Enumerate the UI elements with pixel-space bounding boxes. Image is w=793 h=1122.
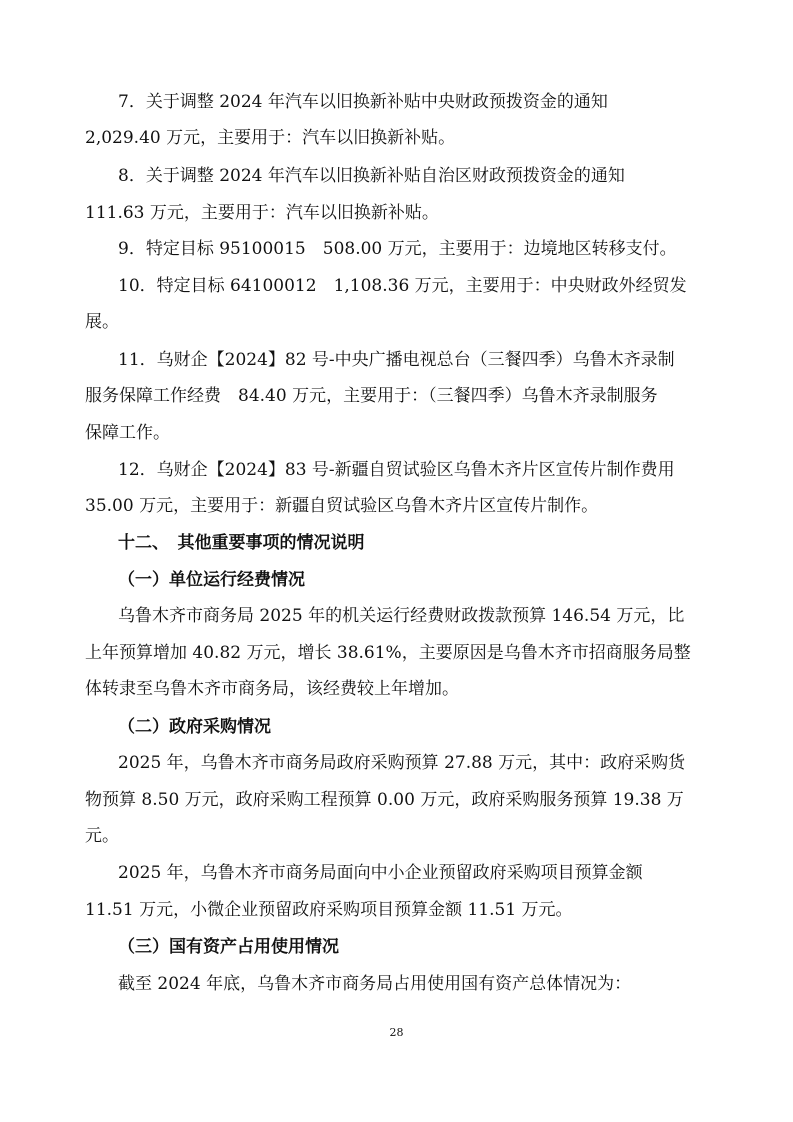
paragraph-12-line-1: 12．乌财企【2024】83 号-新疆自贸试验区乌鲁木齐片区宣传片制作费用 [118,460,675,480]
page-number: 28 [389,1026,404,1039]
sme-reservation-line-1: 2025 年，乌鲁木齐市商务局面向中小企业预留政府采购项目预算金额 [118,863,643,883]
paragraph-7-line-2: 2,029.40 万元，主要用于：汽车以旧换新补贴。 [85,128,456,148]
paragraph-8-line-2: 111.63 万元，主要用于：汽车以旧换新补贴。 [85,203,439,223]
subheading-operating-expenses: （一）单位运行经费情况 [118,570,305,590]
paragraph-10-line-2: 展。 [85,312,119,332]
operating-expenses-line-3: 体转隶至乌鲁木齐市商务局，该经费较上年增加。 [85,679,459,699]
paragraph-8-line-1: 8．关于调整 2024 年汽车以旧换新补贴自治区财政预拨资金的通知 [118,166,625,186]
operating-expenses-line-2: 上年预算增加 40.82 万元，增长 38.61%，主要原因是乌鲁木齐市招商服务局整 [85,643,691,663]
procurement-line-3: 元。 [85,826,119,846]
paragraph-11-line-2: 服务保障工作经费 84.40 万元，主要用于：（三餐四季）乌鲁木齐录制服务 [85,386,658,406]
subheading-government-procurement: （二）政府采购情况 [118,717,271,737]
sme-reservation-line-2: 11.51 万元，小微企业预留政府采购项目预算金额 11.51 万元。 [85,900,573,920]
procurement-line-2: 物预算 8.50 万元，政府采购工程预算 0.00 万元，政府采购服务预算 19.38 万 [85,790,684,810]
section-heading-12: 十二、 其他重要事项的情况说明 [118,533,365,553]
procurement-line-1: 2025 年，乌鲁木齐市商务局政府采购预算 27.88 万元，其中：政府采购货 [118,753,686,773]
subheading-state-assets: （三）国有资产占用使用情况 [118,937,339,957]
paragraph-11-line-3: 保障工作。 [85,423,170,443]
state-assets-line-1: 截至 2024 年底，乌鲁木齐市商务局占用使用国有资产总体情况为： [118,974,632,994]
paragraph-9-line-1: 9．特定目标 95100015 508.00 万元，主要用于：边境地区转移支付。 [118,239,677,259]
paragraph-12-line-2: 35.00 万元，主要用于：新疆自贸试验区乌鲁木齐片区宣传片制作。 [85,496,599,516]
paragraph-11-line-1: 11．乌财企【2024】82 号-中央广播电视总台（三餐四季）乌鲁木齐录制 [118,350,675,370]
operating-expenses-line-1: 乌鲁木齐市商务局 2025 年的机关运行经费财政拨款预算 146.54 万元，比 [118,606,685,626]
paragraph-7-line-1: 7．关于调整 2024 年汽车以旧换新补贴中央财政预拨资金的通知 [118,92,608,112]
paragraph-10-line-1: 10．特定目标 64100012 1,108.36 万元，主要用于：中央财政外经贸发 [118,276,687,296]
